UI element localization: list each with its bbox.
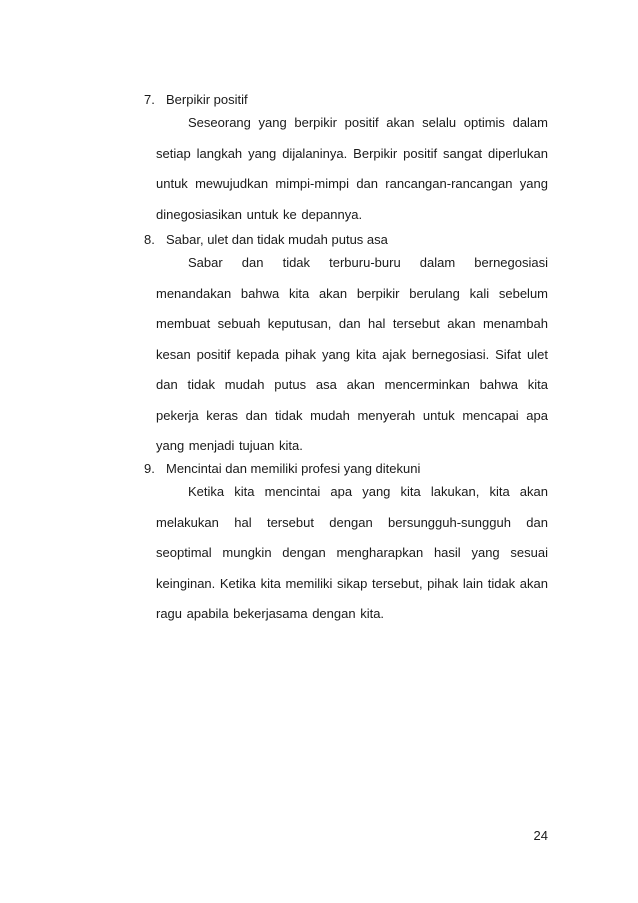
section-paragraph: Ketika kita mencintai apa yang kita lakukan, kita akan melakukan hal tersebut dengan bersungguh-sungguh dan seoptimal mungkin dengan mengharapkan hasil yang sesuai keinginan. Ketika kita memiliki sikap tersebut, pihak lain tidak akan ragu apabila bekerjasama dengan kita. — [156, 484, 548, 621]
section-paragraph: Seseorang yang berpikir positif akan selalu optimis dalam setiap langkah yang dijalaninya. Berpikir positif sangat diperlukan untuk mewujudkan mimpi-mimpi dan rancangan-rancangan yang dinegosiasikan untuk ke depannya. — [156, 115, 548, 222]
section-number: 9. — [144, 461, 155, 476]
section-title: Berpikir positif — [166, 92, 248, 107]
section-paragraph: Sabar dan tidak terburu-buru dalam bernegosiasi menandakan bahwa kita akan berpikir berulang kali sebelum membuat sebuah keputusan, dan hal tersebut akan menambah kesan positif kepada pihak yang kita ajak bernegosiasi. Sifat ulet dan tidak mudah putus asa akan mencerminkan bahwa kita pekerja keras dan tidak mudah menyerah untuk mencapai apa yang menjadi tujuan kita. — [156, 255, 548, 453]
section-heading — [144, 461, 420, 477]
section-heading — [144, 92, 248, 108]
section-number: 7. — [144, 92, 155, 107]
page-number: 24 — [533, 828, 548, 843]
section-number: 8. — [144, 232, 155, 247]
section-title: Mencintai dan memiliki profesi yang ditekuni — [166, 461, 421, 476]
section-title: Sabar, ulet dan tidak mudah putus asa — [166, 232, 388, 247]
section-heading — [144, 232, 388, 248]
